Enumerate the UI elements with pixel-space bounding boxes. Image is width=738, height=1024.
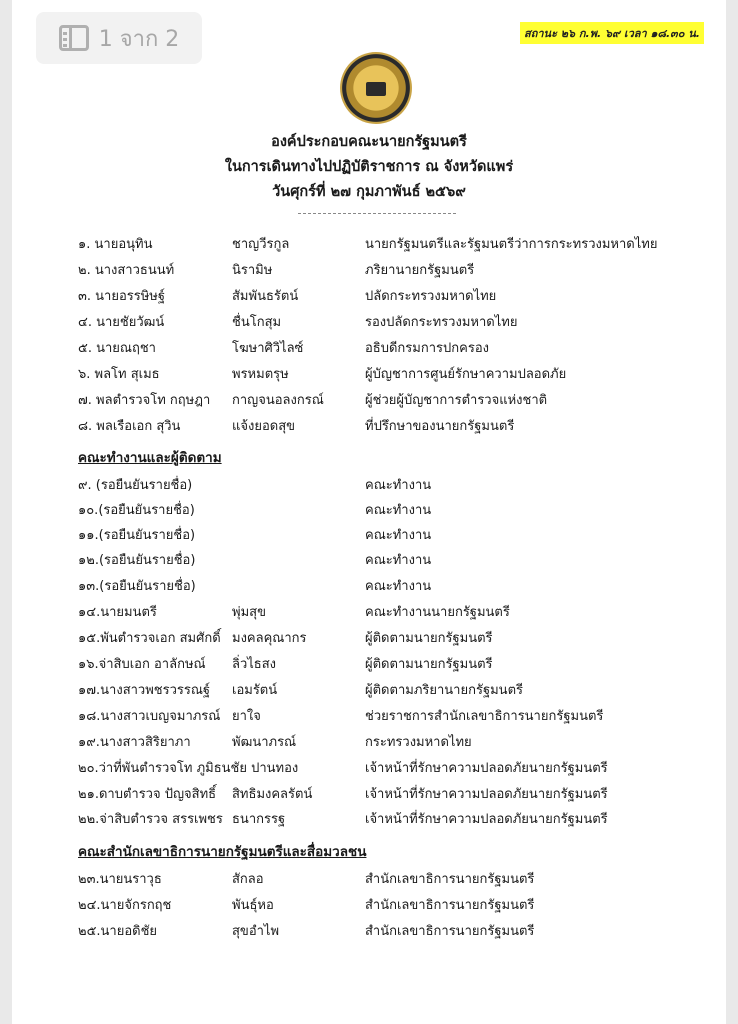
list-item: ๑๓.(รอยืนยันรายชื่อ) คณะทำงาน [78,579,432,594]
list-item: ๑๕.พันตำรวจเอก สมศักดิ์ มงคลคุณากร ผู้ติดตามนายกรัฐมนตรี [78,631,493,646]
list-item: ๑๘.นางสาวเบญจมาภรณ์ ยาใจ ช่วยราชการสำนักเลขาธิการนายกรัฐมนตรี [78,709,604,724]
doc-title-line1: องค์ประกอบคณะนายกรัฐมนตรี [271,134,467,150]
list-item: ๑๙.นางสาวสิริยาภา พัฒนาภรณ์ กระทรวงมหาดไทย [78,735,472,750]
list-item: ๒๑.ดาบตำรวจ ปัญจสิทธิ์ สิทธิมงคลรัตน์ เจ้าหน้าที่รักษาความปลอดภัยนายกรัฐมนตรี [78,787,608,802]
doc-title-line3: วันศุกร์ที่ ๒๗ กุมภาพันธ์ ๒๕๖๙ [272,184,466,200]
list-item: ๑๐.(รอยืนยันรายชื่อ) คณะทำงาน [78,503,432,518]
page-indicator-label: 1 จาก 2 [98,26,180,52]
list-item: ๔. นายชัยวัฒน์ ชื่นโกสุม รองปลัดกระทรวงมหาดไทย [78,315,518,330]
list-item: ๒๐.ว่าที่พันตำรวจโท ภูมิธนชัย ปานทอง เจ้าหน้าที่รักษาความปลอดภัยนายกรัฐมนตรี [78,761,608,776]
list-item: ๕. นายณฤชา โฆษาศิวิไลซ์ อธิบดีกรมการปกครอง [78,341,489,356]
list-item: ๗. พลตำรวจโท กฤษฎา กาญจนอลงกรณ์ ผู้ช่วยผู้บัญชาการตำรวจแห่งชาติ [78,393,548,408]
doc-title-line2: ในการเดินทางไปปฏิบัติราชการ ณ จังหวัดแพร่ [224,159,514,175]
status-stamp: สถานะ ๒๖ ก.พ. ๖๙ เวลา ๑๘.๓๐ น. [520,22,704,44]
list-item: ๑๑.(รอยืนยันรายชื่อ) คณะทำงาน [78,528,432,543]
section-heading-press: คณะสำนักเลขาธิการนายกรัฐมนตรีและสื่อมวลชน [78,844,367,860]
page-indicator[interactable] [36,12,202,64]
list-item: ๙. (รอยืนยันรายชื่อ) คณะทำงาน [78,478,432,493]
title-separator [298,213,456,214]
list-item: ๑๗.นางสาวพชรวรรณฐ์ เอมรัตน์ ผู้ติดตามภริยานายกรัฐมนตรี [78,683,523,698]
list-item: ๑๖.จ่าสิบเอก อาลักษณ์ ลิ่วไธสง ผู้ติดตามนายกรัฐมนตรี [78,657,493,672]
list-item: ๑. นายอนุทิน ชาญวีรกูล นายกรัฐมนตรีและรัฐมนตรีว่าการกระทรวงมหาดไทย [78,237,658,252]
list-item: ๑๒.(รอยืนยันรายชื่อ) คณะทำงาน [78,553,432,568]
list-item: ๒๓.นายนราวุธ สักลอ สำนักเลขาธิการนายกรัฐมนตรี [78,872,535,887]
list-item: ๓. นายอรรษิษฐ์ สัมพันธรัตน์ ปลัดกระทรวงมหาดไทย [78,289,497,304]
section-heading-working: คณะทำงานและผู้ติดตาม [78,450,222,466]
sidebar-toggle-icon[interactable] [59,25,89,51]
list-item: ๒๔.นายจักรกฤช พันธุ์หอ สำนักเลขาธิการนายกรัฐมนตรี [78,898,535,913]
list-item: ๒๒.จ่าสิบตำรวจ สรรเพชร ธนากรรฐ เจ้าหน้าที่รักษาความปลอดภัยนายกรัฐมนตรี [78,812,608,827]
list-item: ๑๔.นายมนตรี พุ่มสุข คณะทำงานนายกรัฐมนตรี [78,605,510,620]
list-item: ๘. พลเรือเอก สุวิน แจ้งยอดสุข ที่ปรึกษาของนายกรัฐมนตรี [78,419,515,434]
list-item: ๒๕.นายอดิชัย สุขอำไพ สำนักเลขาธิการนายกรัฐมนตรี [78,924,535,939]
list-item: ๖. พลโท สุเมธ พรหมตรุษ ผู้บัญชาการศูนย์รักษาความปลอดภัย [78,367,567,382]
list-item: ๒. นางสาวธนนท์ นิรามิษ ภริยานายกรัฐมนตรี [78,263,475,278]
government-seal-icon [340,52,412,124]
